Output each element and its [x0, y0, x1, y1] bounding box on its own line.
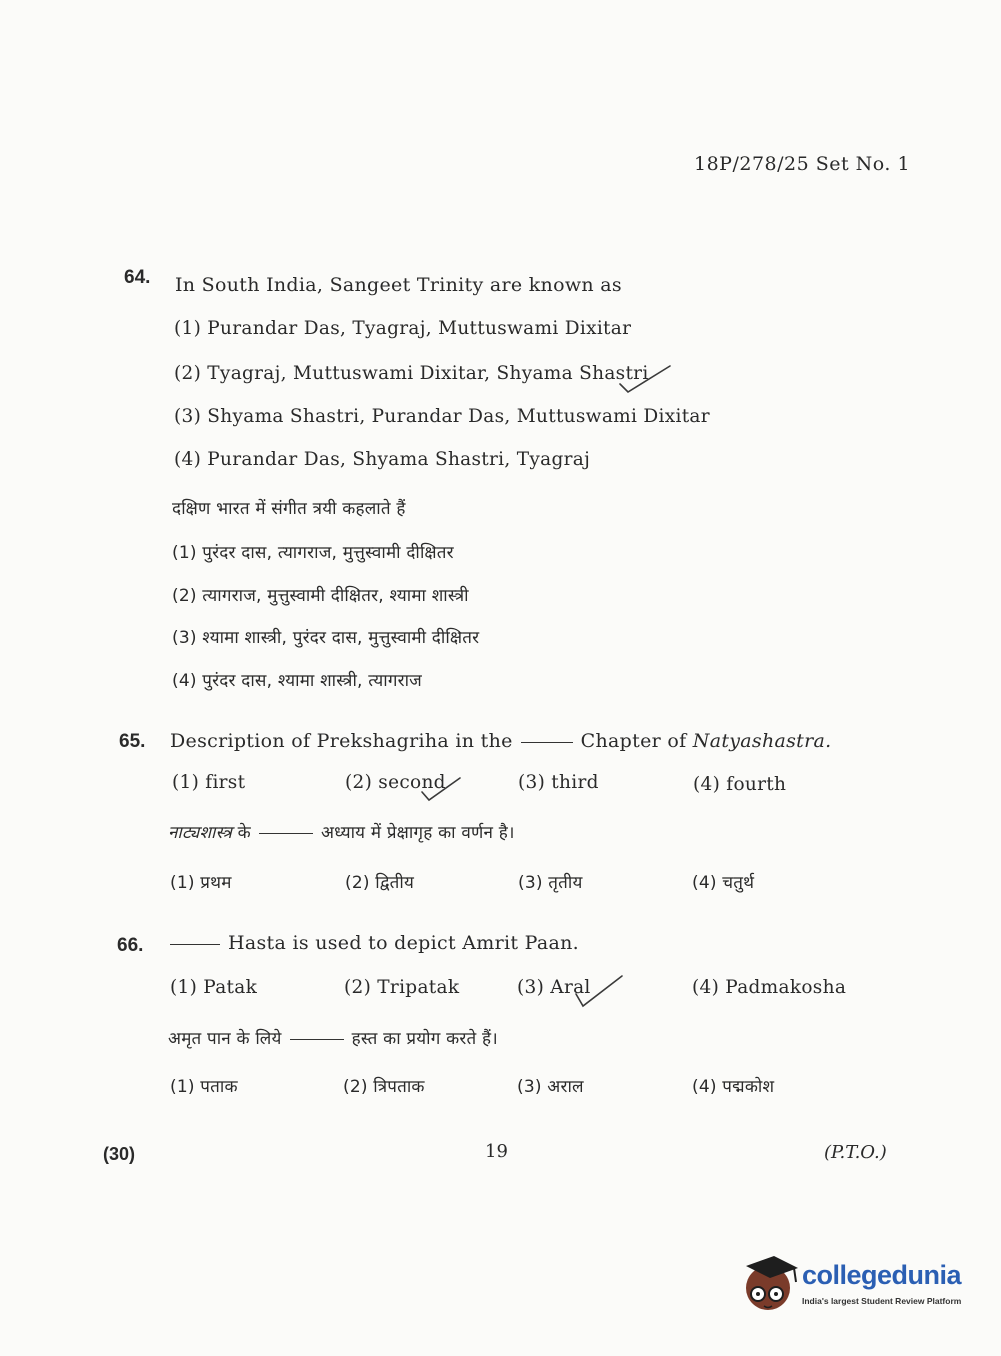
pto-label: (P.T.O.): [824, 1142, 887, 1163]
option-en: (4) Padmakosha: [692, 977, 847, 998]
option-en: (3) third: [518, 772, 599, 793]
handwritten-tick-mark: [420, 774, 464, 804]
option-hi: (1) पुरंदर दास, त्यागराज, मुत्तुस्वामी दीक्षितर: [172, 543, 454, 563]
brand-name: collegedunia: [802, 1260, 962, 1290]
option-hi: (3) अराल: [517, 1077, 584, 1097]
brand-tagline: India's largest Student Review Platform: [802, 1296, 962, 1306]
option-hi: (2) द्वितीय: [345, 873, 415, 893]
option-en: (2) second: [345, 772, 446, 793]
collegedunia-watermark: [740, 1250, 972, 1318]
set-code: 18P/278/25 Set No. 1: [694, 153, 911, 175]
question-text-hi: नाट्यशास्त्र के अध्याय में प्रेक्षागृह का वर्णन है।: [168, 823, 515, 843]
option-en: (4) fourth: [693, 774, 787, 795]
handwritten-tick-mark: [574, 972, 626, 1012]
handwritten-tick-mark: [618, 362, 674, 396]
option-hi: (4) पुरंदर दास, श्यामा शास्त्री, त्यागराज: [172, 671, 422, 691]
option-hi: (3) तृतीय: [518, 873, 583, 893]
page-number: 19: [485, 1141, 508, 1162]
question-number: 64.: [124, 267, 151, 288]
option-en: (1) Patak: [170, 977, 258, 998]
option-en: (3) Shyama Shastri, Purandar Das, Muttuswami Dixitar: [174, 406, 710, 427]
question-number: 65.: [119, 731, 146, 752]
option-en: (1) first: [172, 772, 246, 793]
question-text-hi: अमृत पान के लिये हस्त का प्रयोग करते हैं।: [168, 1029, 498, 1049]
option-hi: (4) चतुर्थ: [692, 873, 755, 893]
option-en: (1) Purandar Das, Tyagraj, Muttuswami Dixitar: [174, 318, 632, 339]
fill-in-blank: [290, 1039, 344, 1040]
option-hi: (2) त्रिपताक: [343, 1077, 425, 1097]
option-hi: (1) प्रथम: [170, 873, 232, 893]
fill-in-blank: [259, 833, 313, 834]
question-number: 66.: [117, 935, 144, 956]
fill-in-blank: [521, 742, 573, 743]
booklet-code: (30): [103, 1144, 136, 1164]
mascot-logo-icon: [740, 1252, 800, 1314]
question-text-en: In South India, Sangeet Trinity are known as: [175, 274, 622, 296]
option-hi: (4) पद्मकोश: [692, 1077, 775, 1097]
question-text-hi: दक्षिण भारत में संगीत त्रयी कहलाते हैं: [172, 499, 406, 519]
option-en: (2) Tripatak: [344, 977, 460, 998]
option-en: (3) Aral: [517, 977, 591, 998]
question-text-en: Description of Prekshagriha in the Chapter of Natyashastra.: [170, 730, 832, 752]
fill-in-blank: [170, 944, 220, 945]
question-text-en: Hasta is used to depict Amrit Paan.: [162, 932, 579, 954]
option-hi: (1) पताक: [170, 1077, 238, 1097]
option-hi: (3) श्यामा शास्त्री, पुरंदर दास, मुत्तुस्वामी दीक्षितर: [172, 628, 480, 648]
option-en: (4) Purandar Das, Shyama Shastri, Tyagraj: [174, 449, 591, 470]
option-en: (2) Tyagraj, Muttuswami Dixitar, Shyama Shastri: [174, 363, 649, 384]
option-hi: (2) त्यागराज, मुत्तुस्वामी दीक्षितर, श्यामा शास्त्री: [172, 586, 469, 606]
